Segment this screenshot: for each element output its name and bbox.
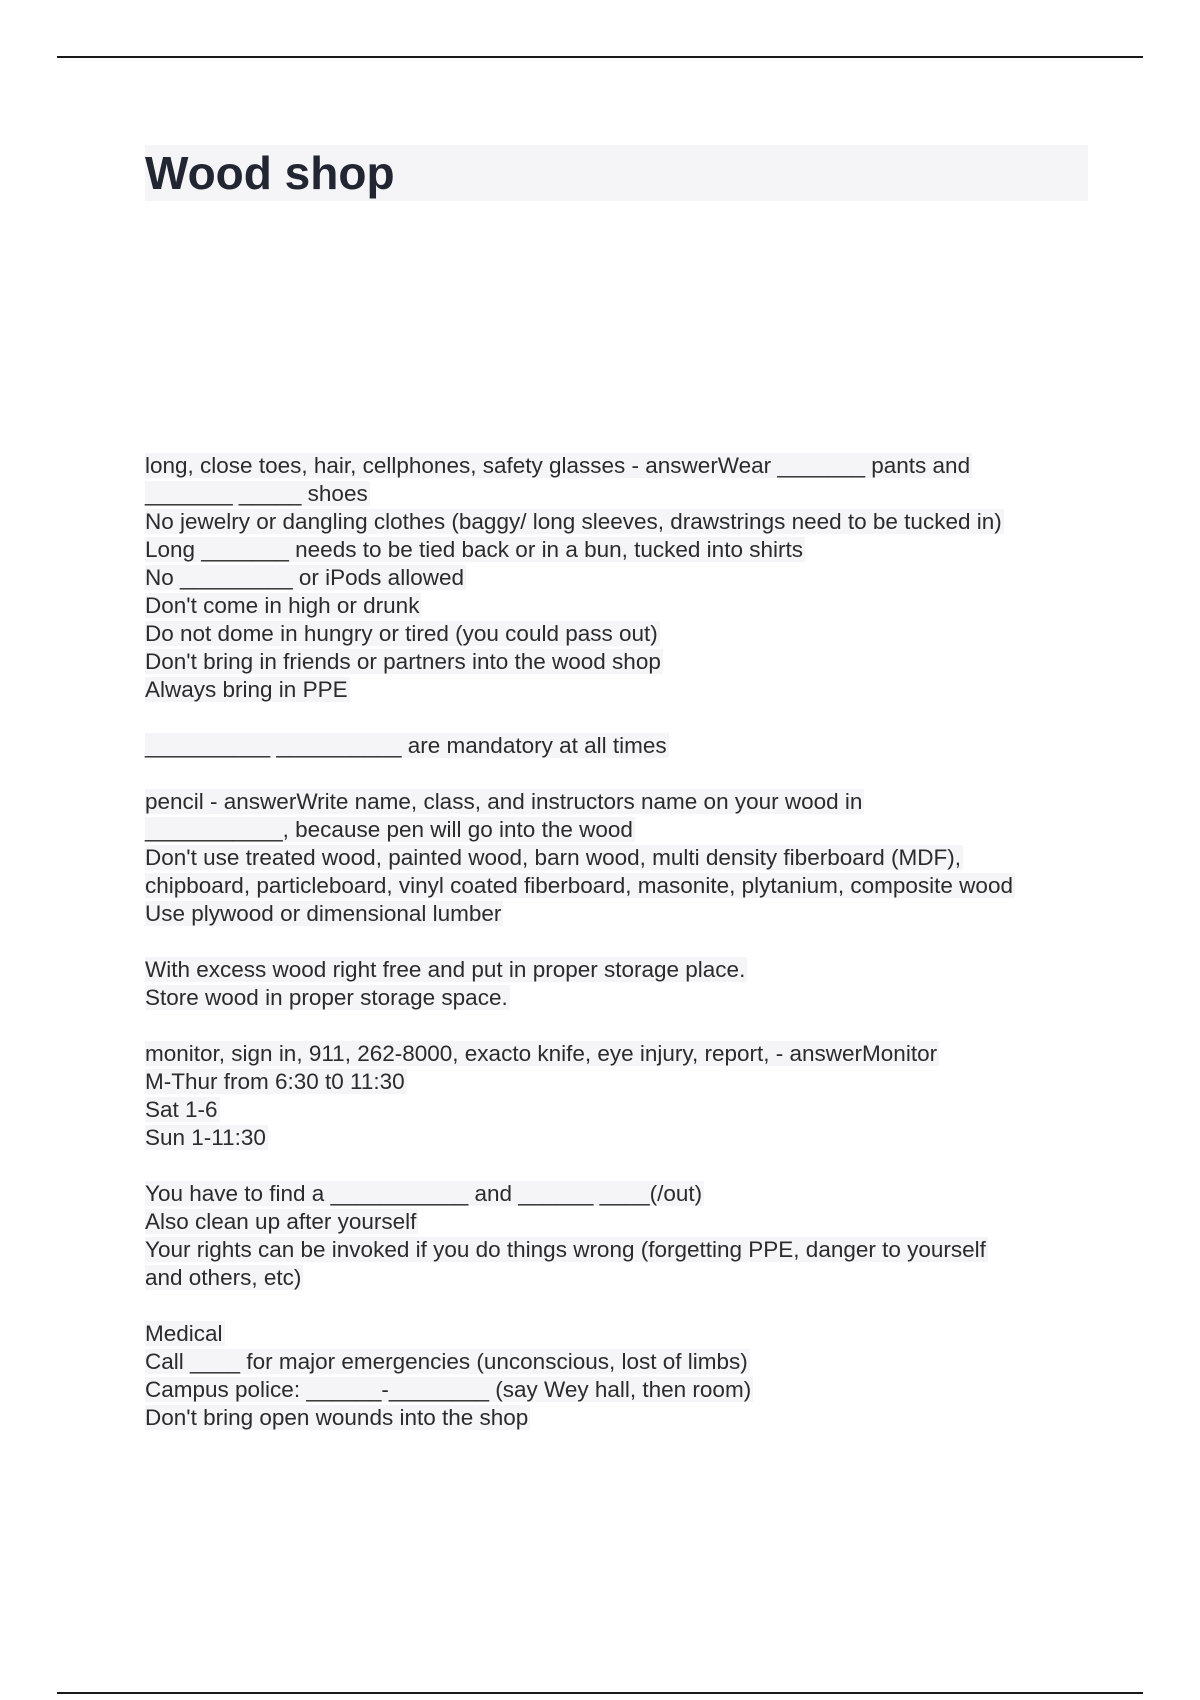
text-line: Your rights can be invoked if you do things wrong (forgetting PPE, danger to yourself (145, 1237, 986, 1262)
text-line: _______ _____ shoes (145, 481, 368, 506)
text-line: and others, etc) (145, 1265, 302, 1290)
text-line: Call ____ for major emergencies (unconscious, lost of limbs) (145, 1349, 748, 1374)
text-line: Don't bring in friends or partners into the wood shop (145, 649, 661, 674)
text-line: chipboard, particleboard, vinyl coated fiberboard, masonite, plytanium, composite wood (145, 873, 1013, 898)
card-block-ppe (145, 452, 1085, 704)
text-line: Sat 1-6 (145, 1097, 218, 1122)
card-block-rules (145, 1180, 1085, 1292)
flashcard-content (145, 452, 1085, 1460)
text-line: Sun 1-11:30 (145, 1125, 266, 1150)
text-line: Use plywood or dimensional lumber (145, 901, 502, 926)
text-line: Store wood in proper storage space. (145, 985, 508, 1010)
text-line: No jewelry or dangling clothes (baggy/ long sleeves, drawstrings need to be tucked in) (145, 509, 1002, 534)
text-line: Don't bring open wounds into the shop (145, 1405, 529, 1430)
card-block-storage (145, 956, 1085, 1012)
text-line: No _________ or iPods allowed (145, 565, 464, 590)
card-block-monitor (145, 1040, 1085, 1152)
text-line: ___________, because pen will go into the wood (145, 817, 633, 842)
text-line: You have to find a ___________ and ______ ____(/out) (145, 1181, 703, 1206)
text-line: Also clean up after yourself (145, 1209, 417, 1234)
card-block-medical (145, 1320, 1085, 1432)
text-line: Don't use treated wood, painted wood, barn wood, multi density fiberboard (MDF), (145, 845, 961, 870)
text-line: __________ __________ are mandatory at all times (145, 733, 667, 758)
text-line: long, close toes, hair, cellphones, safety glasses - answerWear _______ pants and (145, 453, 971, 478)
card-block-wood (145, 788, 1085, 928)
text-line: With excess wood right free and put in proper storage place. (145, 957, 746, 982)
card-block-mandatory (145, 732, 1085, 760)
text-line: Do not dome in hungry or tired (you could pass out) (145, 621, 658, 646)
text-line: Don't come in high or drunk (145, 593, 420, 618)
bottom-rule (57, 1692, 1143, 1694)
top-rule (57, 56, 1143, 58)
text-line: Medical (145, 1321, 223, 1346)
text-line: Long _______ needs to be tied back or in a bun, tucked into shirts (145, 537, 803, 562)
text-line: pencil - answerWrite name, class, and instructors name on your wood in (145, 789, 863, 814)
text-line: monitor, sign in, 911, 262-8000, exacto knife, eye injury, report, - answerMonitor (145, 1041, 938, 1066)
page-title: Wood shop (145, 147, 395, 199)
text-line: M-Thur from 6:30 t0 11:30 (145, 1069, 405, 1094)
text-line: Campus police: ______-________ (say Wey hall, then room) (145, 1377, 752, 1402)
text-line: Always bring in PPE (145, 677, 348, 702)
